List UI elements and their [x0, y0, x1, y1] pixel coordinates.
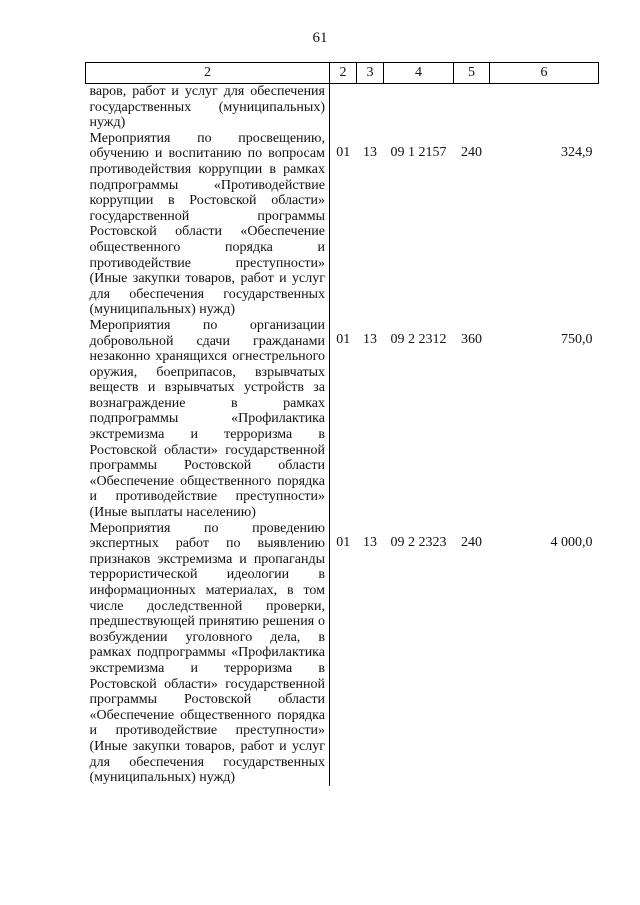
row-target-article: 09 1 2157	[390, 144, 447, 160]
row-name: варов, работ и услуг для обеспечения государственных (муниципальных) нужд)	[86, 84, 330, 131]
row-name: Мероприятия по просвещению, обучению и воспитанию по вопросам противодействия коррупции в рамках подпрограммы «Противодействие коррупции в Ростовской области» государственной программы Ростовской области «Обеспечение общественного порядка и противодействие преступности» (Иные закупки товаров, работ и услуг для обеспечения государственных (муниципальных) нужд)	[86, 131, 330, 318]
row-subsection: 13	[363, 534, 377, 550]
header-cell-amount: 6	[490, 63, 599, 84]
row-expense-type: 240	[461, 144, 482, 160]
header-cell-target-article: 4	[384, 63, 454, 84]
row-name: Мероприятия по организации добровольной сдачи гражданами незаконно хранящихся огнестрельного оружия, боеприпасов, взрывчатых веществ и взрывчатых устройств за вознаграждение в рамках подпрограммы «Профилактика экстремизма и терроризма в Ростовской области» государственной программы Ростовской области «Обеспечение общественного порядка и противодействие преступности» (Иные выплаты населению)	[86, 318, 330, 521]
header-row	[86, 63, 599, 84]
page-number: 61	[312, 30, 328, 46]
table-row	[86, 521, 599, 786]
row-target-article: 09 2 2312	[390, 331, 447, 347]
row-section: 01	[336, 331, 351, 347]
row-section: 01	[336, 534, 351, 550]
row-subsection	[357, 84, 384, 131]
header-cell-expense-type: 5	[454, 63, 490, 84]
row-amount: 4 000,0	[550, 534, 593, 550]
row-section: 01	[336, 144, 351, 160]
budget-table	[85, 62, 599, 786]
header-cell-section: 2	[330, 63, 357, 84]
row-subsection: 13	[363, 144, 377, 160]
header-cell-name: 2	[86, 63, 330, 84]
row-target-article: 09 2 2323	[390, 534, 447, 550]
row-expense-type	[454, 84, 490, 131]
row-expense-type: 240	[461, 534, 482, 550]
table-row	[86, 131, 599, 318]
table-row	[86, 84, 599, 131]
row-subsection: 13	[363, 331, 377, 347]
header-cell-subsection: 3	[357, 63, 384, 84]
row-amount: 750,0	[561, 331, 593, 347]
table-row	[86, 318, 599, 521]
row-expense-type: 360	[461, 331, 482, 347]
row-name: Мероприятия по проведению экспертных работ по выявлению признаков экстремизма и пропаганды террористической идеологии в информационных материалах, в том числе доследственной проверки, предшествующей принятию решения о возбуждении уголовного дела, в рамках подпрограммы «Профилактика экстремизма и терроризма в Ростовской области» государственной программы Ростовской области «Обеспечение общественного порядка и противодействие преступности» (Иные закупки товаров, работ и услуг для обеспечения государственных (муниципальных) нужд)	[86, 521, 330, 786]
row-amount	[490, 84, 599, 131]
row-section	[330, 84, 357, 131]
row-target-article	[384, 84, 454, 131]
row-amount: 324,9	[561, 144, 593, 160]
